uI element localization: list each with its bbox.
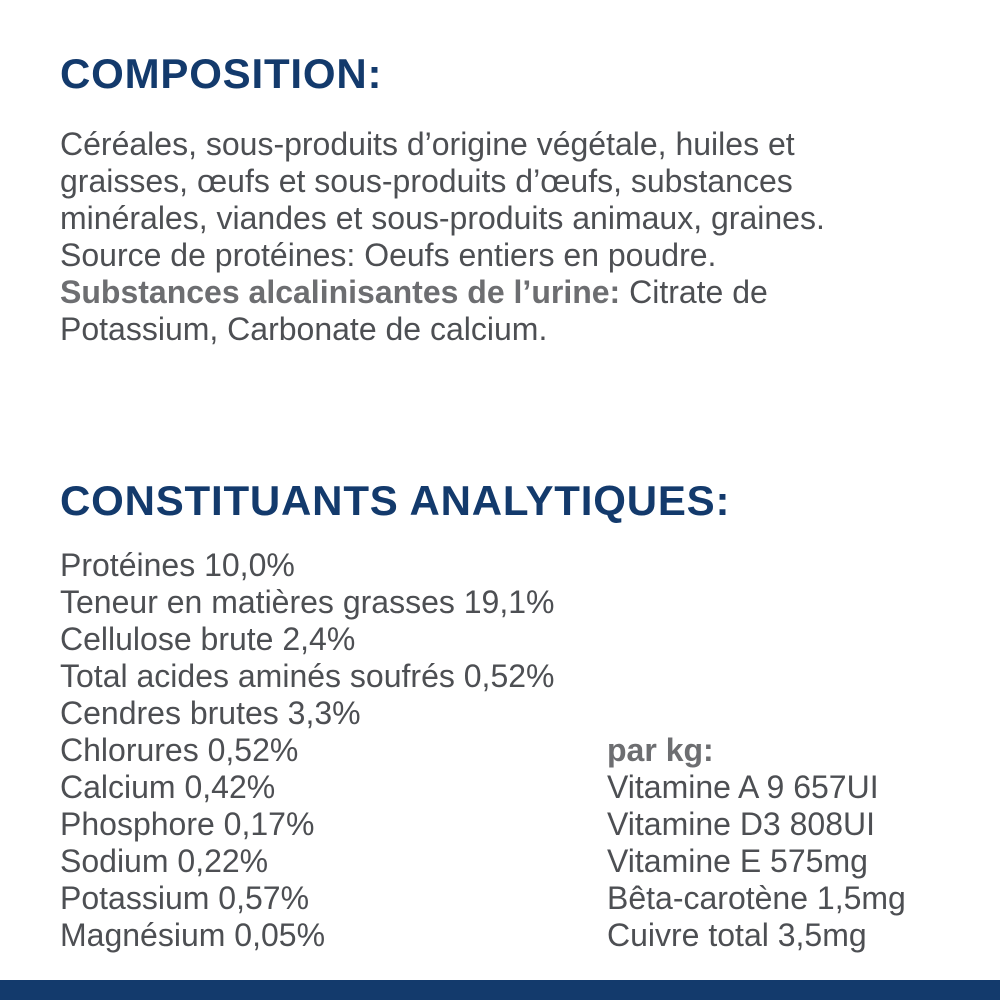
alkalinizing-substances-value: Citrate de [620, 274, 768, 310]
composition-line: Source de protéines: Oeufs entiers en poudre. [60, 237, 717, 273]
per-kg-item: Cuivre total 3,5mg [607, 917, 867, 953]
per-kg-column [607, 732, 906, 954]
analytical-list [60, 547, 554, 954]
composition-line: Potassium, Carbonate de calcium. [60, 311, 548, 347]
analytical-item: Phosphore 0,17% [60, 806, 315, 842]
analytical-item: Cendres brutes 3,3% [60, 695, 361, 731]
analytical-item: Potassium 0,57% [60, 880, 310, 916]
per-kg-item: Vitamine A 9 657UI [607, 769, 879, 805]
analytical-item: Sodium 0,22% [60, 843, 269, 879]
composition-paragraph [60, 126, 825, 348]
composition-line-mixed [60, 274, 825, 311]
analytical-item: Protéines 10,0% [60, 547, 295, 583]
per-kg-item: Vitamine E 575mg [607, 843, 868, 879]
composition-line: Céréales, sous-produits d’origine végétale, huiles et [60, 126, 795, 162]
alkalinizing-substances-label: Substances alcalinisantes de l’urine: [60, 274, 621, 310]
analytical-item: Cellulose brute 2,4% [60, 621, 356, 657]
analytical-item: Chlorures 0,52% [60, 732, 299, 768]
per-kg-item: Bêta-carotène 1,5mg [607, 880, 906, 916]
composition-line: graisses, œufs et sous-produits d’œufs, substances [60, 163, 793, 199]
analytical-constituents-title: CONSTITUANTS ANALYTIQUES: [60, 477, 731, 524]
footer-bar [0, 980, 1000, 1000]
analytical-item: Teneur en matières grasses 19,1% [60, 584, 555, 620]
composition-title: COMPOSITION: [60, 50, 383, 97]
analytical-item: Total acides aminés soufrés 0,52% [60, 658, 555, 694]
analytical-item: Calcium 0,42% [60, 769, 276, 805]
per-kg-item: Vitamine D3 808UI [607, 806, 875, 842]
analytical-item: Magnésium 0,05% [60, 917, 326, 953]
per-kg-label: par kg: [607, 732, 714, 768]
composition-line: minérales, viandes et sous-produits animaux, graines. [60, 200, 825, 236]
